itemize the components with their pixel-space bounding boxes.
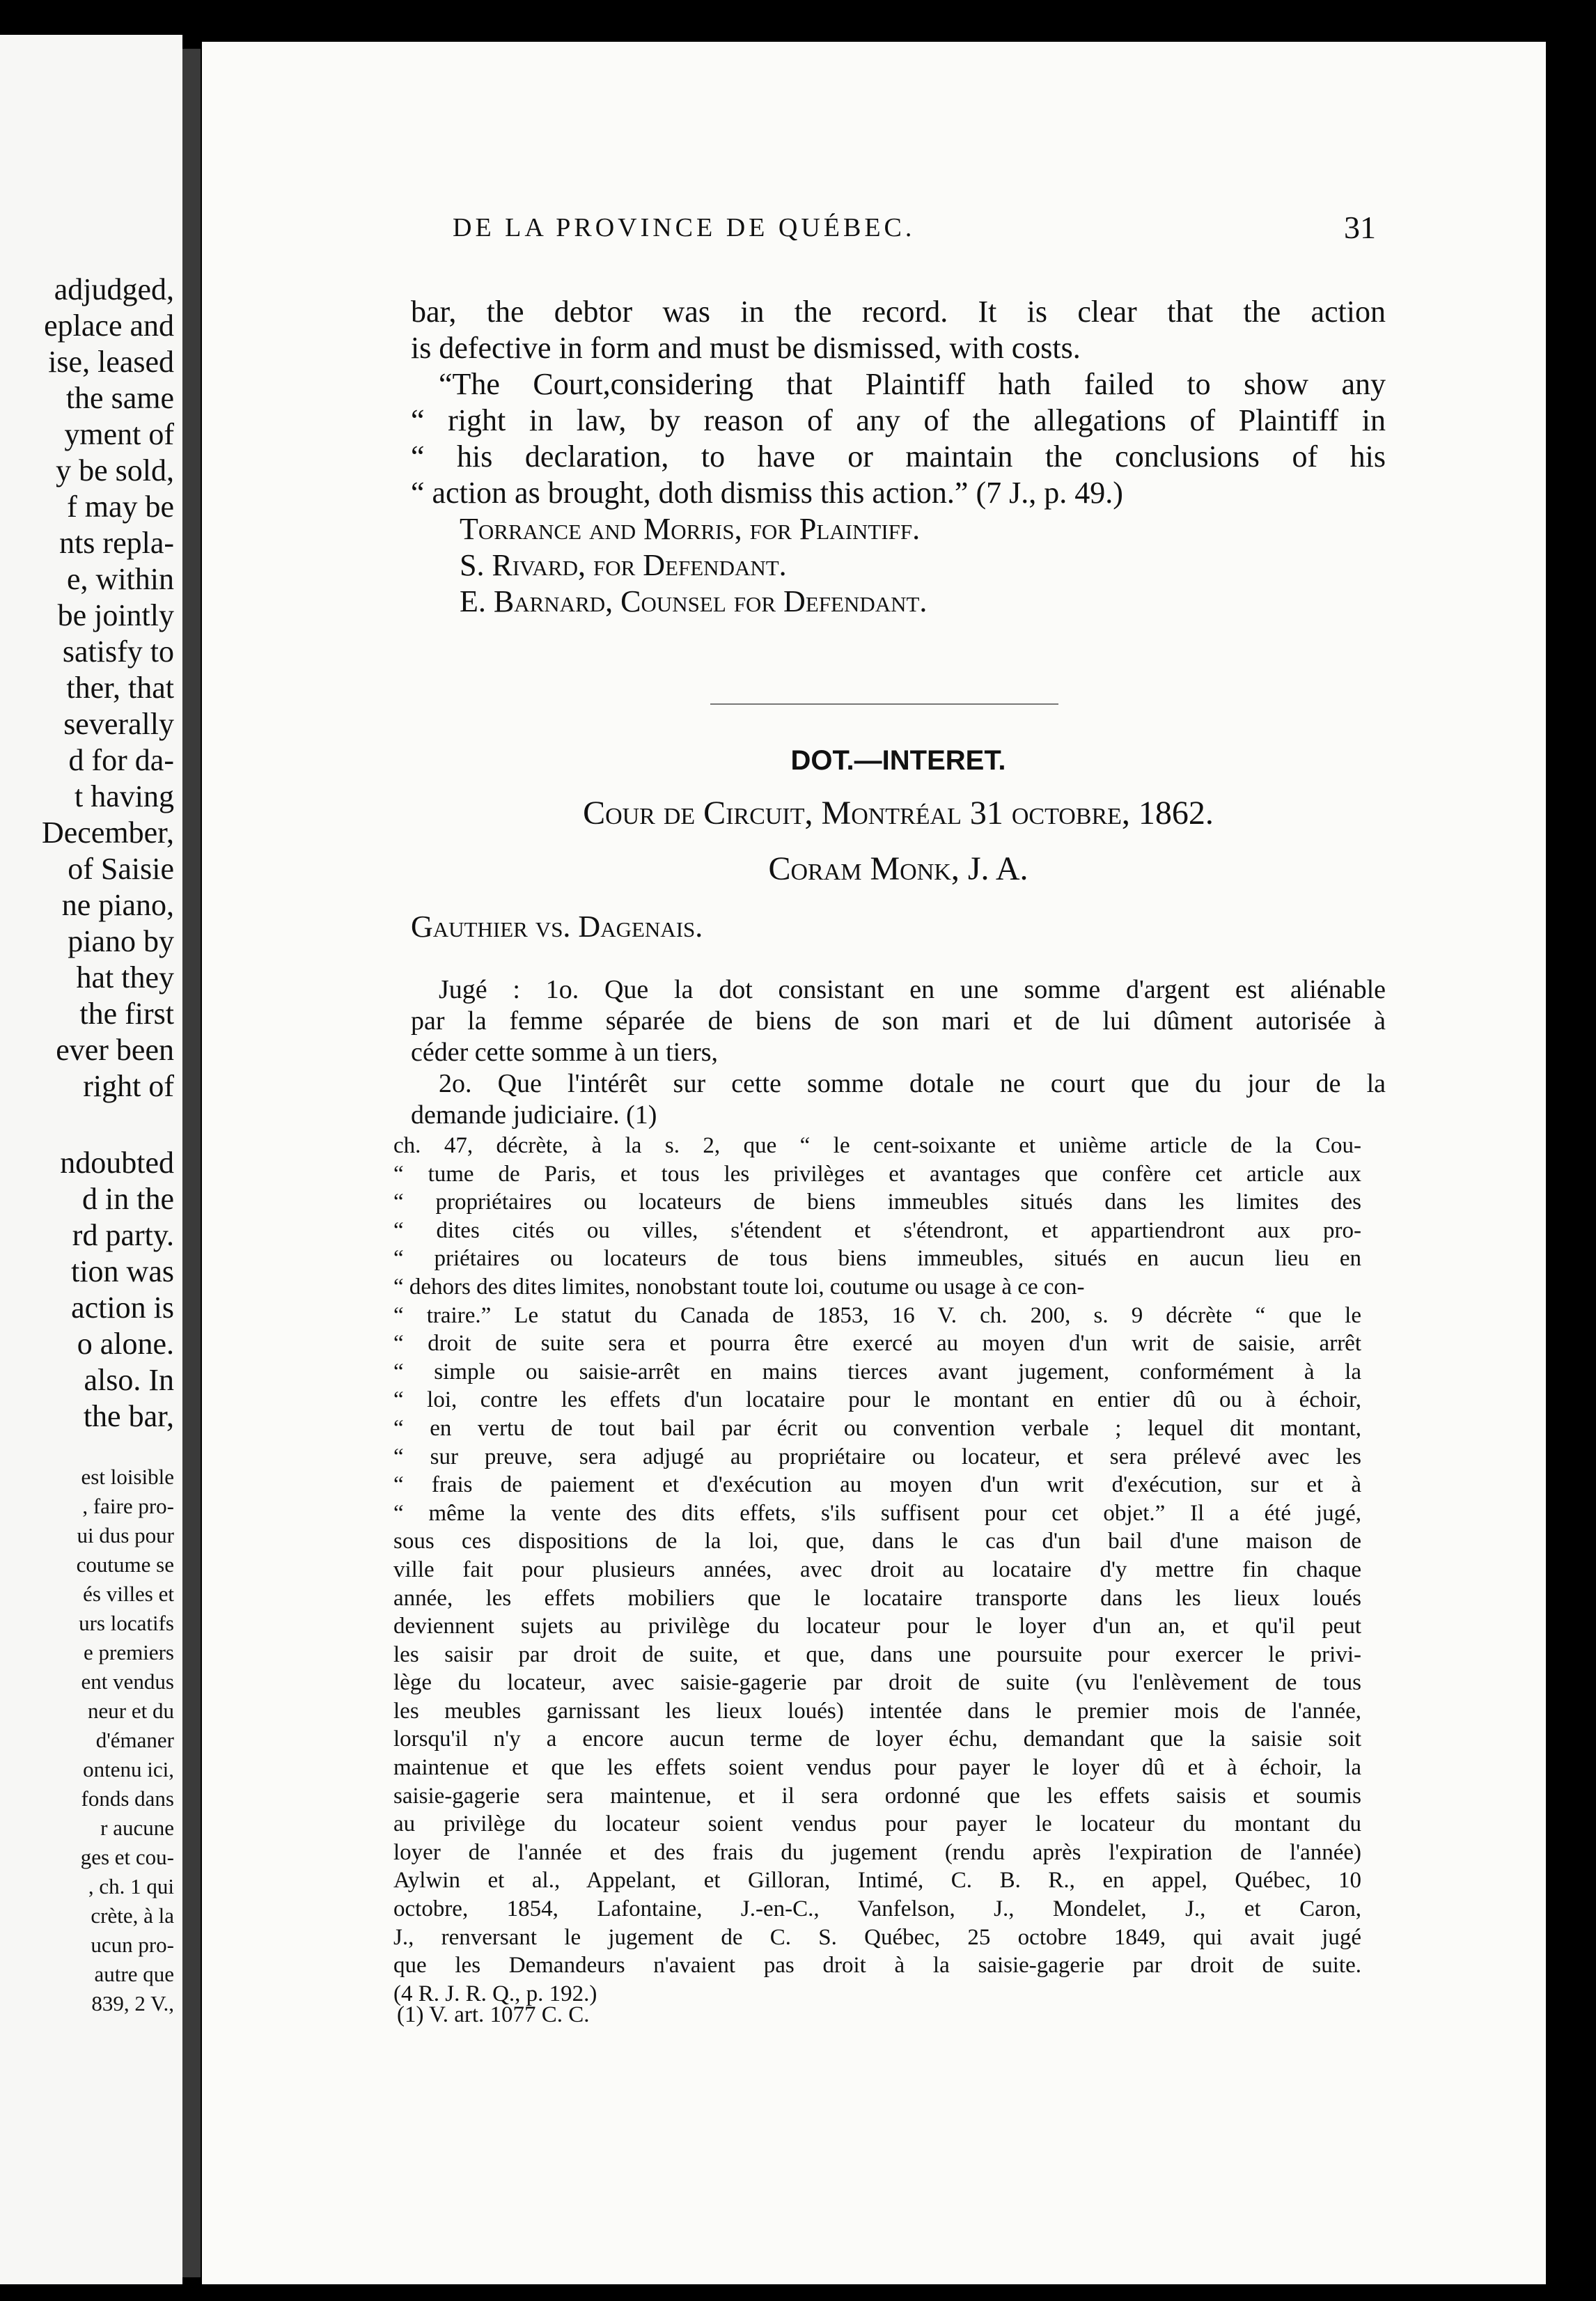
body-line: “ right in law, by reason of any of the allegations of Plaintiff in xyxy=(411,403,1386,437)
left-page-line: ndoubted xyxy=(60,1146,174,1180)
left-page-line: t having xyxy=(75,779,174,813)
note-line: les saisir par droit de suite, et que, dans une poursuite pour exercer le privi- xyxy=(393,1641,1361,1667)
note-line: (4 R. J. R. Q., p. 192.) xyxy=(393,1981,597,2006)
left-page-line: ise, leased xyxy=(48,345,174,379)
holding-line: céder cette somme à un tiers, xyxy=(411,1038,719,1067)
note-line: lège du locateur, avec saisie-gagerie par droit de suite (vu l'enlèvement de tous xyxy=(393,1670,1361,1696)
left-page-line: tion was xyxy=(71,1254,174,1288)
note-line: année, les effets mobiliers que le locataire transporte dans les lieux loués xyxy=(393,1585,1361,1611)
case-heading: DOT.—INTERET. xyxy=(790,745,1006,776)
left-page-line: of Saisie xyxy=(68,852,174,886)
left-page-line: neur et du xyxy=(88,1699,174,1723)
body-line: “ his declaration, to have or maintain the conclusions of his xyxy=(411,439,1386,474)
left-page-line: yment of xyxy=(64,417,174,451)
left-page-line: , ch. 1 qui xyxy=(88,1874,174,1898)
section-divider xyxy=(710,703,1058,705)
left-page-line: be jointly xyxy=(57,598,174,632)
left-page-line: adjudged, xyxy=(54,272,174,306)
left-page-line: action is xyxy=(71,1290,174,1325)
left-page-line: o alone. xyxy=(77,1327,174,1361)
footnote: (1) V. art. 1077 C. C. xyxy=(397,2002,590,2027)
left-page-line: rd party. xyxy=(72,1218,174,1252)
left-page-line: ent vendus xyxy=(81,1669,174,1694)
note-line: saisie-gagerie sera maintenue, et il sera ordonné que les effets saisis et soumis xyxy=(393,1783,1361,1809)
left-page-line: ges et cou- xyxy=(80,1845,174,1869)
note-line: loyer de l'année et des frais du jugement (rendu après l'expiration de l'année) xyxy=(393,1839,1361,1865)
left-page-line: r aucune xyxy=(100,1816,174,1840)
note-line: “ loi, contre les effets d'un locataire pour le montant en entier dû ou à échoir, xyxy=(393,1387,1361,1413)
note-line: que les Demandeurs n'avaient pas droit à la saisie-gagerie par droit de suite. xyxy=(393,1953,1361,1979)
page-number: 31 xyxy=(1344,210,1376,245)
left-page-line: d'émaner xyxy=(95,1728,174,1752)
note-line: Aylwin et al., Appelant, et Gilloran, Intimé, C. B. R., en appel, Québec, 10 xyxy=(393,1868,1361,1894)
left-page-line: piano by xyxy=(68,924,174,958)
left-page-line: est loisible xyxy=(81,1465,174,1489)
left-page-line: y be sold, xyxy=(56,453,174,488)
note-line: J., renversant le jugement de C. S. Québec, 25 octobre 1849, qui avait jugé xyxy=(393,1924,1361,1950)
left-page-line: satisfy to xyxy=(62,634,174,669)
body-line: “The Court,considering that Plaintiff hath failed to show any xyxy=(439,367,1386,401)
case-title: Gauthier vs. Dagenais. xyxy=(411,910,703,944)
note-line: “ simple ou saisie-arrêt en mains tierces avant jugement, conformément à la xyxy=(393,1359,1361,1384)
note-line: au privilège du locateur soient vendus pour payer le locateur du montant du xyxy=(393,1811,1361,1837)
running-head: DE LA PROVINCE DE QUÉBEC. xyxy=(453,213,916,242)
left-page-line: hat they xyxy=(76,960,174,994)
left-page-line: the same xyxy=(65,381,174,415)
note-line: “ frais de paiement et d'exécution au moyen d'un writ d'exécution, sur et à xyxy=(393,1472,1361,1498)
left-page-line: December, xyxy=(41,816,174,850)
note-line: maintenue et que les effets soient vendus pour payer le loyer dû et à échoir, la xyxy=(393,1755,1361,1781)
body-line: “ action as brought, doth dismiss this action.” (7 J., p. 49.) xyxy=(411,476,1123,510)
holding-line: 2o. Que l'intérêt sur cette somme dotale ne court que du jour de la xyxy=(439,1069,1386,1098)
left-page-line: coutume se xyxy=(76,1552,174,1577)
court-line: Cour de Circuit, Montréal 31 octobre, 1862. xyxy=(583,795,1214,832)
left-page-line: , faire pro- xyxy=(82,1494,174,1518)
note-line: “ dites cités ou villes, s'étendent et s'étendront, et appartiendront aux pro- xyxy=(393,1217,1361,1243)
left-page-line: ther, that xyxy=(66,671,174,705)
left-page-line: autre que xyxy=(94,1962,174,1986)
left-page-line: nts repla- xyxy=(59,526,174,560)
holding-line: demande judiciaire. (1) xyxy=(411,1100,657,1130)
left-page-line: d for da- xyxy=(68,743,174,777)
left-page-line: ui dus pour xyxy=(77,1523,174,1547)
left-page-line: ontenu ici, xyxy=(83,1757,174,1781)
note-line: ch. 47, décrète, à la s. 2, que “ le cent-soixante et unième article de la Cou- xyxy=(393,1133,1361,1158)
note-line: lorsqu'il n'y a encore aucun terme de loyer échu, demandant que la saisie soit xyxy=(393,1726,1361,1752)
note-line: les meubles garnissant les lieux loués) intentée dans le premier mois de l'année, xyxy=(393,1698,1361,1724)
left-page-line: urs locatifs xyxy=(79,1611,174,1635)
left-page-line: severally xyxy=(63,707,174,741)
left-page-line: 839, 2 V., xyxy=(91,1991,174,2015)
continued-footnote xyxy=(393,1132,1361,2008)
left-page-line: the first xyxy=(79,997,174,1031)
left-page xyxy=(0,35,182,2284)
left-page-text xyxy=(0,272,174,2018)
note-line: “ sur preuve, sera adjugé au propriétaire ou locateur, et sera prélevé avec les xyxy=(393,1444,1361,1469)
note-line: “ en vertu de tout bail par écrit ou convention verbale ; lequel dit montant, xyxy=(393,1415,1361,1441)
left-page-line: ucun pro- xyxy=(91,1933,174,1957)
right-page xyxy=(202,42,1546,2284)
left-page-line: eplace and xyxy=(44,309,174,343)
left-page-line: right of xyxy=(83,1069,174,1103)
note-line: “ tume de Paris, et tous les privilèges et avantages que confère cet article aux xyxy=(393,1161,1361,1187)
book-gutter xyxy=(182,49,201,2277)
left-page-line: ne piano, xyxy=(61,888,174,922)
counsel-line: S. Rivard, for Defendant. xyxy=(460,548,787,582)
left-page-line: the bar, xyxy=(83,1399,174,1433)
left-page-line: fonds dans xyxy=(81,1786,174,1811)
judge-line: Coram Monk, J. A. xyxy=(768,850,1028,887)
note-line: “ droit de suite sera et pourra être exercé au moyen d'un writ de saisie, arrêt xyxy=(393,1331,1361,1357)
note-line: deviennent sujets au privilège du locateur pour le loyer d'un an, et qu'il peut xyxy=(393,1614,1361,1639)
note-line: “ propriétaires ou locateurs de biens immeubles situés dans les limites des xyxy=(393,1190,1361,1215)
holding-line: Jugé : 1o. Que la dot consistant en une somme d'argent est aliénable xyxy=(439,975,1386,1004)
note-line: octobre, 1854, Lafontaine, J.-en-C., Vanfelson, J., Mondelet, J., et Caron, xyxy=(393,1896,1361,1922)
left-page-line: ever been xyxy=(56,1033,174,1067)
note-line: sous ces dispositions de la loi, que, dans le cas d'un bail d'une maison de xyxy=(393,1529,1361,1554)
left-page-line: d in the xyxy=(82,1182,174,1216)
counsel-line: Torrance and Morris, for Plaintiff. xyxy=(460,512,921,546)
note-line: “ dehors des dites limites, nonobstant toute loi, coutume ou usage à ce con- xyxy=(393,1274,1085,1300)
left-page-line: e, within xyxy=(67,562,174,596)
note-line: “ priétaires ou locateurs de tous biens immeubles, situés en aucun lieu en xyxy=(393,1246,1361,1272)
left-page-line: f may be xyxy=(67,490,174,524)
left-page-line: e premiers xyxy=(84,1640,174,1664)
left-page-line: also. In xyxy=(84,1363,174,1397)
note-line: ville fait pour plusieurs années, avec droit au locataire d'y mettre fin chaque xyxy=(393,1557,1361,1582)
body-line: bar, the debtor was in the record. It is clear that the action xyxy=(411,295,1386,329)
counsel-line: E. Barnard, Counsel for Defendant. xyxy=(460,584,928,618)
left-page-line: crète, à la xyxy=(91,1903,174,1928)
left-page-line: és villes et xyxy=(83,1582,174,1606)
note-line: “ même la vente des dits effets, s'ils suffisent pour cet objet.” Il a été jugé, xyxy=(393,1500,1361,1526)
note-line: “ traire.” Le statut du Canada de 1853, 16 V. ch. 200, s. 9 décrète “ que le xyxy=(393,1302,1361,1328)
body-line: is defective in form and must be dismissed, with costs. xyxy=(411,331,1081,365)
holding-line: par la femme séparée de biens de son mari et de lui dûment autorisée à xyxy=(411,1006,1386,1036)
